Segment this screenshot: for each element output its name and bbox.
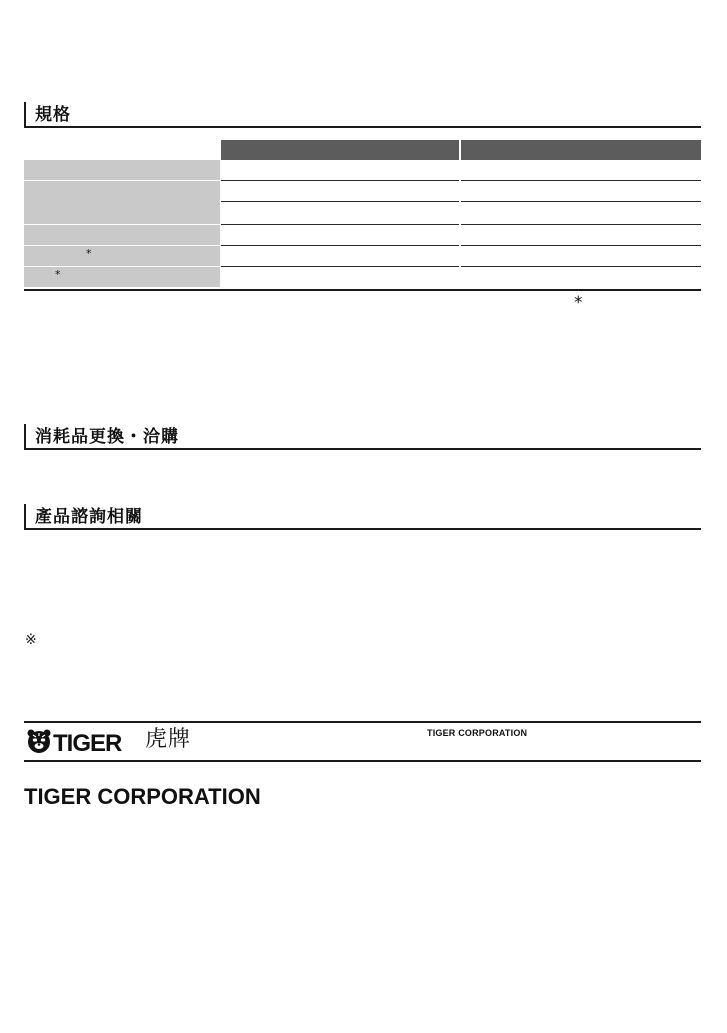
table-cell — [461, 225, 701, 246]
tiger-logo — [27, 729, 137, 755]
svg-text:TIGER: TIGER — [53, 730, 122, 755]
supplies-section-title: 消耗品更換・洽購 — [35, 427, 179, 447]
section-marker — [24, 424, 26, 448]
specs-table — [24, 140, 701, 291]
table-cell — [461, 202, 701, 225]
table-cell — [461, 181, 701, 202]
brand-cjk-name: 虎牌 — [145, 727, 192, 752]
table-cell — [461, 160, 701, 181]
corporation-name-large: TIGER CORPORATION — [24, 784, 261, 809]
brand-band — [24, 721, 701, 762]
asterisk-mark: * — [86, 247, 92, 260]
specs-section-title: 規格 — [35, 105, 71, 125]
table-row-label — [24, 160, 220, 181]
specs-section-header — [24, 100, 701, 128]
table-cell — [221, 181, 459, 202]
table-row-label — [24, 181, 220, 225]
table-cell — [221, 225, 459, 246]
table-cell — [221, 202, 459, 225]
table-header-cell — [221, 140, 459, 160]
table-row-label — [24, 246, 220, 267]
table-cell — [221, 160, 459, 181]
inquiry-section-title: 產品諮詢相關 — [35, 507, 143, 527]
section-marker — [24, 102, 26, 126]
table-cell — [221, 246, 459, 267]
table-cell — [461, 267, 701, 287]
table-header-cell — [461, 140, 701, 160]
footnote-asterisk: * — [574, 293, 583, 313]
reference-mark: ※ — [25, 632, 37, 648]
table-header-blank — [24, 140, 220, 160]
inquiry-section-header — [24, 502, 701, 530]
corporation-name-small: TIGER CORPORATION — [427, 728, 528, 738]
section-marker — [24, 504, 26, 528]
supplies-section-header — [24, 422, 701, 450]
tiger-face-icon — [28, 730, 51, 754]
table-row-label — [24, 267, 220, 287]
table-cell — [221, 267, 459, 287]
asterisk-mark: * — [55, 268, 61, 281]
table-cell — [461, 246, 701, 267]
table-row-label — [24, 225, 220, 246]
